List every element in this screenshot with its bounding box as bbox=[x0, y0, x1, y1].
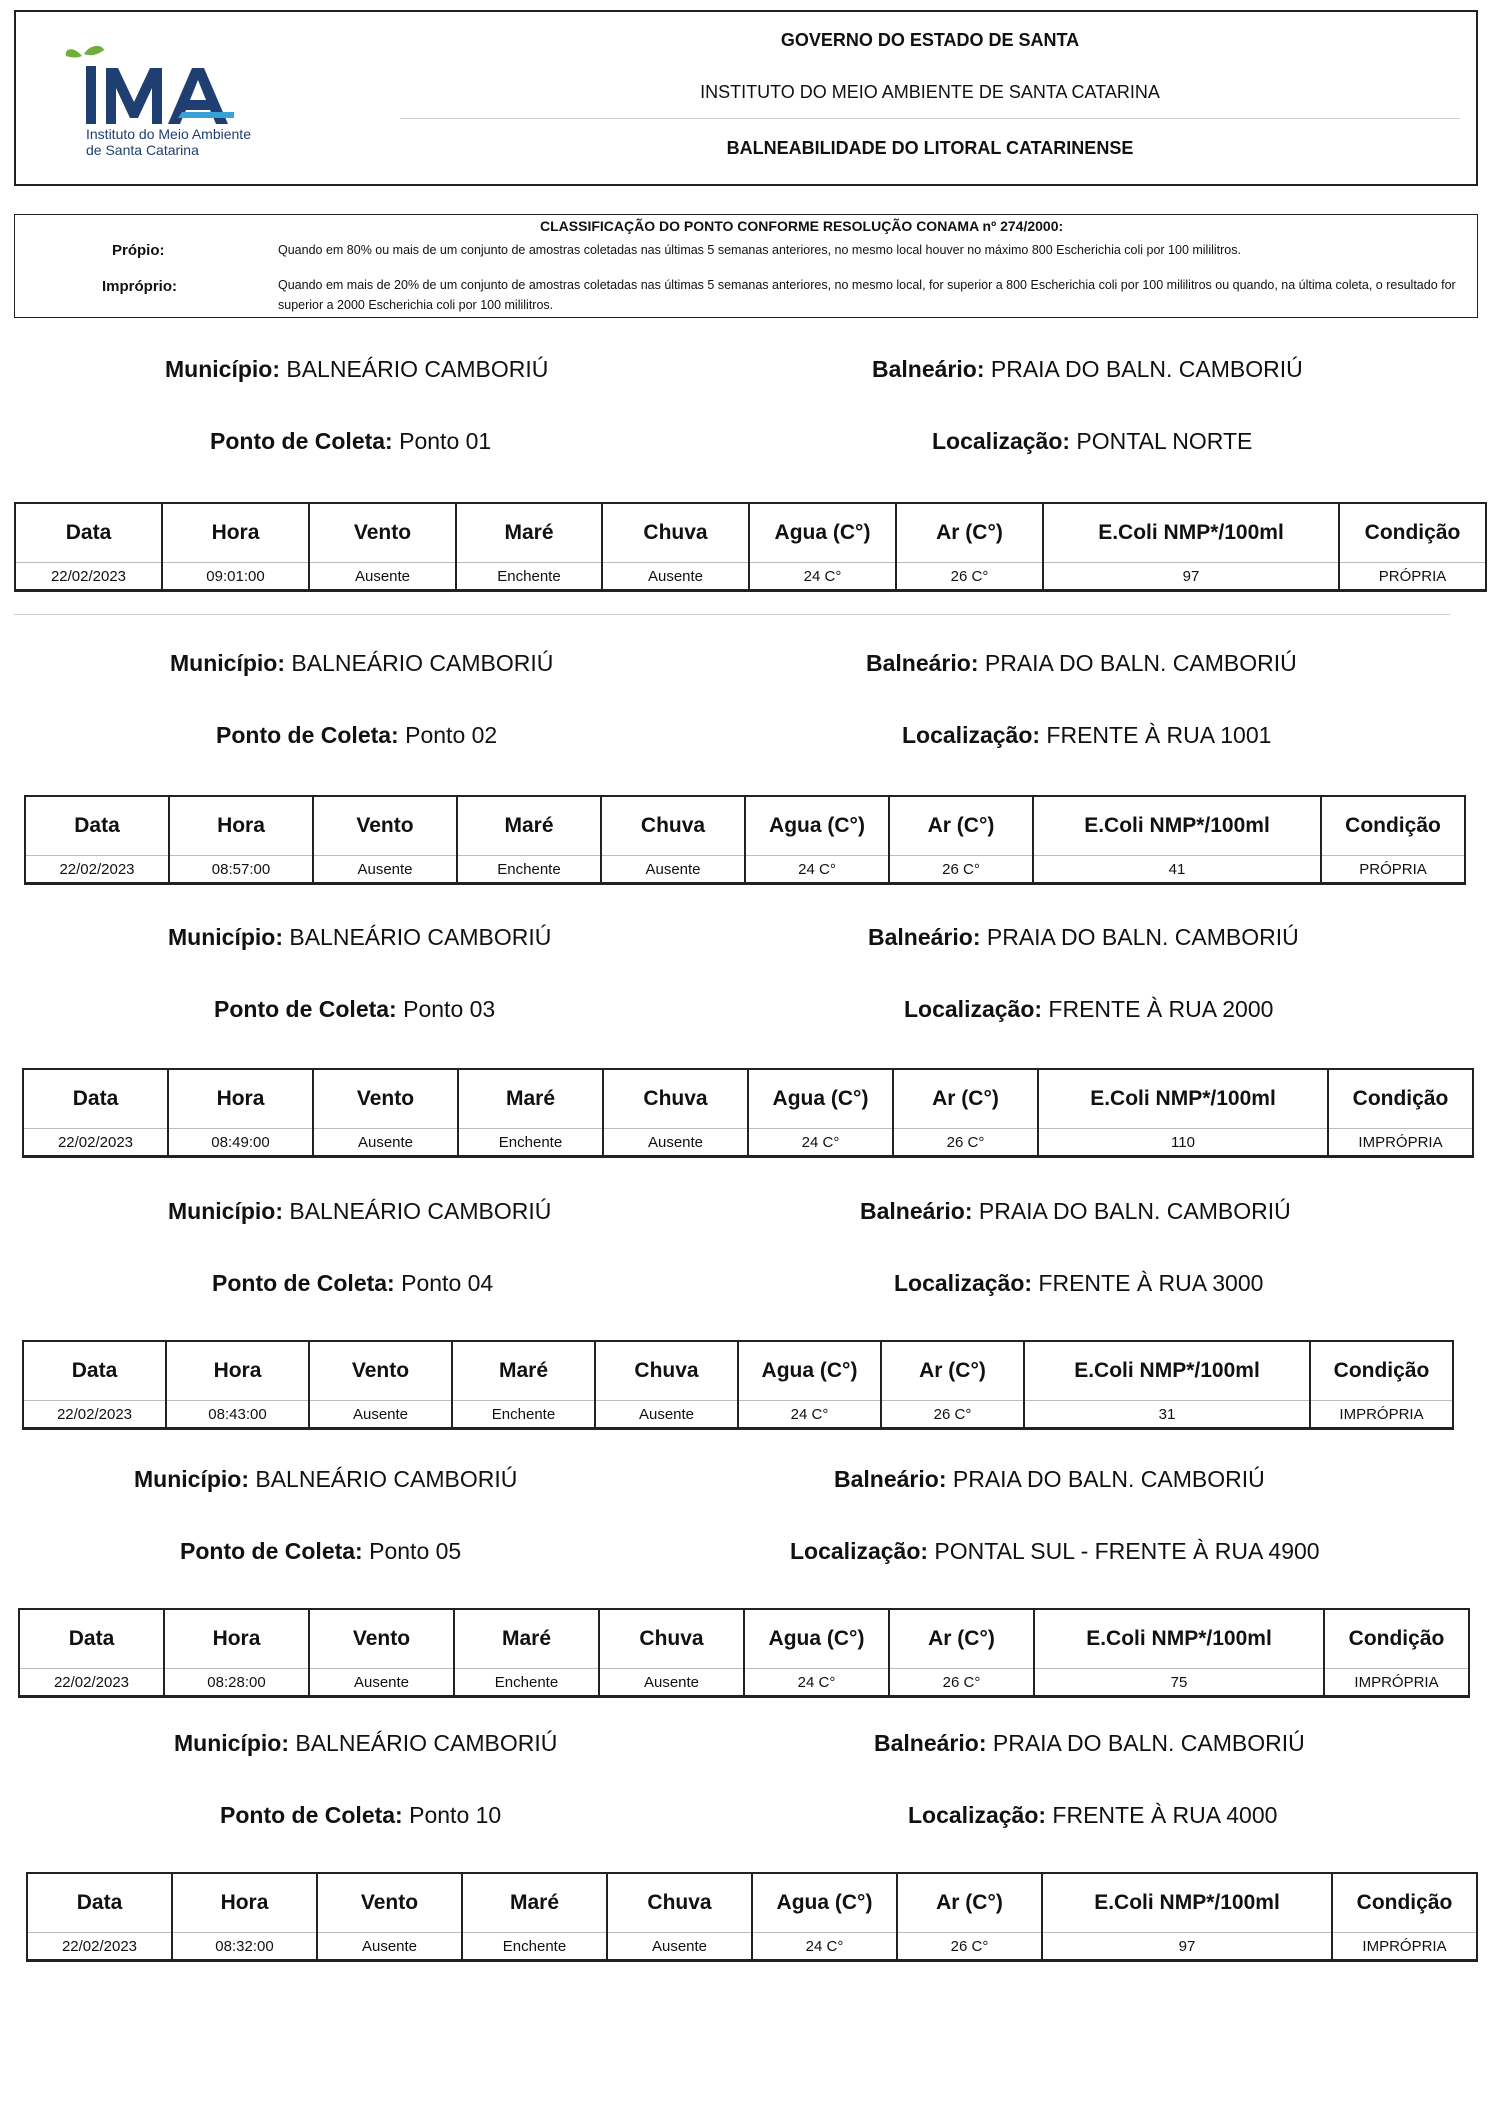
ponto-coleta-field-label: Ponto de Coleta: bbox=[212, 1270, 395, 1296]
localizacao-field-value: PONTAL NORTE bbox=[1070, 428, 1253, 454]
municipio-field bbox=[168, 924, 551, 951]
improprio-label: Impróprio: bbox=[102, 278, 177, 295]
balneario-field-value: PRAIA DO BALN. CAMBORIÚ bbox=[972, 1198, 1291, 1224]
table-cell: 08:32:00 bbox=[172, 1933, 317, 1961]
table-cell: 26 C° bbox=[881, 1401, 1024, 1429]
table-cell: 24 C° bbox=[738, 1401, 881, 1429]
ponto-coleta-field bbox=[180, 1538, 461, 1565]
table-cell: 08:49:00 bbox=[168, 1129, 313, 1157]
column-header: Agua (C°) bbox=[738, 1341, 881, 1401]
table-cell: 08:28:00 bbox=[164, 1669, 309, 1697]
column-header: Hora bbox=[168, 1069, 313, 1129]
table-cell: Enchente bbox=[454, 1669, 599, 1697]
classification-title: CLASSIFICAÇÃO DO PONTO CONFORME RESOLUÇÃO CONAMA nº 274/2000: bbox=[540, 218, 1064, 234]
table-cell: 31 bbox=[1024, 1401, 1310, 1429]
table-cell: Ausente bbox=[603, 1129, 748, 1157]
column-header: Condição bbox=[1324, 1609, 1469, 1669]
table-cell: Enchente bbox=[452, 1401, 595, 1429]
column-header: Vento bbox=[309, 1341, 452, 1401]
ponto-coleta-field-label: Ponto de Coleta: bbox=[210, 428, 393, 454]
municipio-field-label: Município: bbox=[165, 356, 280, 382]
column-header: Agua (C°) bbox=[749, 503, 896, 563]
balneario-field bbox=[866, 650, 1297, 677]
header-divider bbox=[400, 118, 1460, 119]
table-cell: Ausente bbox=[309, 1401, 452, 1429]
table-cell: 08:43:00 bbox=[166, 1401, 309, 1429]
municipio-field-label: Município: bbox=[168, 924, 283, 950]
balneario-field-label: Balneário: bbox=[874, 1730, 987, 1756]
ponto-coleta-field-label: Ponto de Coleta: bbox=[216, 722, 399, 748]
balneario-field-value: PRAIA DO BALN. CAMBORIÚ bbox=[946, 1466, 1265, 1492]
column-header: Chuva bbox=[607, 1873, 752, 1933]
table-cell: 26 C° bbox=[896, 563, 1043, 591]
table-cell: 41 bbox=[1033, 856, 1321, 884]
table-cell: Ausente bbox=[309, 563, 456, 591]
localizacao-field-label: Localização: bbox=[902, 722, 1041, 748]
column-header: Agua (C°) bbox=[748, 1069, 893, 1129]
localizacao-field-value: FRENTE À RUA 1001 bbox=[1040, 722, 1272, 748]
table-cell: 24 C° bbox=[749, 563, 896, 591]
ponto-coleta-field bbox=[210, 428, 491, 455]
table-cell: Ausente bbox=[317, 1933, 462, 1961]
ponto-coleta-field-value: Ponto 10 bbox=[402, 1802, 502, 1828]
municipio-field-label: Município: bbox=[134, 1466, 249, 1492]
municipio-field-value: BALNEÁRIO CAMBORIÚ bbox=[248, 1466, 518, 1492]
logo-caption-line1: Instituto do Meio Ambiente bbox=[86, 126, 251, 142]
table-cell: IMPRÓPRIA bbox=[1324, 1669, 1469, 1697]
municipio-field bbox=[134, 1466, 517, 1493]
localizacao-field-value: PONTAL SUL - FRENTE À RUA 4900 bbox=[928, 1538, 1320, 1564]
ponto-coleta-field-label: Ponto de Coleta: bbox=[180, 1538, 363, 1564]
column-header: Maré bbox=[462, 1873, 607, 1933]
column-header: Ar (C°) bbox=[893, 1069, 1038, 1129]
table-row bbox=[15, 563, 1486, 591]
table-cell: 24 C° bbox=[748, 1129, 893, 1157]
ponto-coleta-field-value: Ponto 03 bbox=[396, 996, 496, 1022]
localizacao-field-label: Localização: bbox=[932, 428, 1071, 454]
column-header: Chuva bbox=[599, 1609, 744, 1669]
sample-table bbox=[22, 1068, 1474, 1158]
balneario-field-value: PRAIA DO BALN. CAMBORIÚ bbox=[986, 1730, 1305, 1756]
table-cell: IMPRÓPRIA bbox=[1328, 1129, 1473, 1157]
sample-table bbox=[26, 1872, 1478, 1962]
municipio-field-label: Município: bbox=[168, 1198, 283, 1224]
column-header: Data bbox=[23, 1341, 166, 1401]
municipio-field-value: BALNEÁRIO CAMBORIÚ bbox=[282, 1198, 552, 1224]
localizacao-field-value: FRENTE À RUA 4000 bbox=[1046, 1802, 1278, 1828]
localizacao-field bbox=[902, 722, 1271, 749]
localizacao-field bbox=[904, 996, 1273, 1023]
column-header: Condição bbox=[1328, 1069, 1473, 1129]
column-header: Agua (C°) bbox=[744, 1609, 889, 1669]
column-header: Maré bbox=[457, 796, 601, 856]
column-header: Vento bbox=[309, 1609, 454, 1669]
column-header: Data bbox=[23, 1069, 168, 1129]
table-cell: IMPRÓPRIA bbox=[1310, 1401, 1453, 1429]
column-header: Ar (C°) bbox=[896, 503, 1043, 563]
table-cell: Ausente bbox=[601, 856, 745, 884]
table-cell: Enchente bbox=[458, 1129, 603, 1157]
municipio-field bbox=[168, 1198, 551, 1225]
table-header-row bbox=[19, 1609, 1469, 1669]
table-cell: 24 C° bbox=[745, 856, 889, 884]
ponto-coleta-field-label: Ponto de Coleta: bbox=[220, 1802, 403, 1828]
report-title: BALNEABILIDADE DO LITORAL CATARINENSE bbox=[726, 138, 1134, 158]
column-header: Chuva bbox=[595, 1341, 738, 1401]
localizacao-field-label: Localização: bbox=[790, 1538, 929, 1564]
table-cell: 22/02/2023 bbox=[23, 1401, 166, 1429]
balneario-field-value: PRAIA DO BALN. CAMBORIÚ bbox=[980, 924, 1299, 950]
logo-caption bbox=[86, 126, 251, 158]
municipio-field-value: BALNEÁRIO CAMBORIÚ bbox=[279, 356, 549, 382]
balneario-field bbox=[860, 1198, 1291, 1225]
balneario-field bbox=[872, 356, 1303, 383]
municipio-field bbox=[170, 650, 553, 677]
table-cell: 22/02/2023 bbox=[19, 1669, 164, 1697]
ponto-coleta-field-value: Ponto 04 bbox=[394, 1270, 494, 1296]
balneario-field-label: Balneário: bbox=[834, 1466, 947, 1492]
table-header-row bbox=[23, 1341, 1453, 1401]
balneario-field-label: Balneário: bbox=[868, 924, 981, 950]
table-cell: Enchente bbox=[462, 1933, 607, 1961]
ponto-coleta-field-label: Ponto de Coleta: bbox=[214, 996, 397, 1022]
logo-caption-line2: de Santa Catarina bbox=[86, 142, 199, 158]
table-cell: Ausente bbox=[599, 1669, 744, 1697]
column-header: Hora bbox=[172, 1873, 317, 1933]
municipio-field bbox=[174, 1730, 557, 1757]
column-header: E.Coli NMP*/100ml bbox=[1033, 796, 1321, 856]
balneario-field-label: Balneário: bbox=[860, 1198, 973, 1224]
municipio-field bbox=[165, 356, 548, 383]
ponto-coleta-field bbox=[220, 1802, 501, 1829]
balneario-field-value: PRAIA DO BALN. CAMBORIÚ bbox=[978, 650, 1297, 676]
column-header: E.Coli NMP*/100ml bbox=[1034, 1609, 1324, 1669]
table-cell: 08:57:00 bbox=[169, 856, 313, 884]
table-header-row bbox=[23, 1069, 1473, 1129]
table-cell: Ausente bbox=[602, 563, 749, 591]
column-header: Data bbox=[19, 1609, 164, 1669]
column-header: Maré bbox=[454, 1609, 599, 1669]
ponto-coleta-field-value: Ponto 01 bbox=[392, 428, 492, 454]
table-cell: 22/02/2023 bbox=[15, 563, 162, 591]
column-header: Hora bbox=[169, 796, 313, 856]
column-header: Chuva bbox=[601, 796, 745, 856]
municipio-field-value: BALNEÁRIO CAMBORIÚ bbox=[288, 1730, 558, 1756]
table-cell: PRÓPRIA bbox=[1321, 856, 1465, 884]
sample-table bbox=[18, 1608, 1470, 1698]
balneario-field bbox=[834, 1466, 1265, 1493]
column-header: Ar (C°) bbox=[889, 1609, 1034, 1669]
column-header: Ar (C°) bbox=[897, 1873, 1042, 1933]
improprio-text: Quando em mais de 20% de um conjunto de amostras coletadas nas últimas 5 semanas anteriores, no mesmo local, for superior a 800 Escherichia coli por 100 mililitros ou quando, na última coleta, o resultado for superior a 2000 Escherichia coli por 100 mililitros. bbox=[278, 278, 1456, 312]
table-header-row bbox=[27, 1873, 1477, 1933]
table-cell: 09:01:00 bbox=[162, 563, 309, 591]
column-header: Condição bbox=[1310, 1341, 1453, 1401]
municipio-field-label: Município: bbox=[170, 650, 285, 676]
table-row bbox=[19, 1669, 1469, 1697]
column-header: Ar (C°) bbox=[881, 1341, 1024, 1401]
municipio-field-value: BALNEÁRIO CAMBORIÚ bbox=[284, 650, 554, 676]
localizacao-field-value: FRENTE À RUA 2000 bbox=[1042, 996, 1274, 1022]
localizacao-field-label: Localização: bbox=[908, 1802, 1047, 1828]
ponto-coleta-field bbox=[212, 1270, 493, 1297]
table-cell: IMPRÓPRIA bbox=[1332, 1933, 1477, 1961]
column-header: Vento bbox=[313, 796, 457, 856]
table-cell: 26 C° bbox=[889, 1669, 1034, 1697]
table-cell: 97 bbox=[1042, 1933, 1332, 1961]
column-header: Condição bbox=[1321, 796, 1465, 856]
localizacao-field-value: FRENTE À RUA 3000 bbox=[1032, 1270, 1264, 1296]
column-header: Maré bbox=[452, 1341, 595, 1401]
balneario-field-label: Balneário: bbox=[866, 650, 979, 676]
table-cell: 26 C° bbox=[897, 1933, 1042, 1961]
column-header: Data bbox=[25, 796, 169, 856]
table-row bbox=[23, 1401, 1453, 1429]
column-header: Agua (C°) bbox=[752, 1873, 897, 1933]
table-cell: Enchente bbox=[456, 563, 602, 591]
table-cell: 75 bbox=[1034, 1669, 1324, 1697]
column-header: E.Coli NMP*/100ml bbox=[1043, 503, 1339, 563]
table-cell: 24 C° bbox=[744, 1669, 889, 1697]
sample-table bbox=[14, 502, 1487, 592]
column-header: Maré bbox=[458, 1069, 603, 1129]
table-header-row bbox=[15, 503, 1486, 563]
table-cell: Ausente bbox=[595, 1401, 738, 1429]
column-header: Hora bbox=[166, 1341, 309, 1401]
column-header: Hora bbox=[164, 1609, 309, 1669]
column-header: Chuva bbox=[603, 1069, 748, 1129]
column-header: E.Coli NMP*/100ml bbox=[1038, 1069, 1328, 1129]
table-cell: 22/02/2023 bbox=[27, 1933, 172, 1961]
sample-table bbox=[22, 1340, 1454, 1430]
localizacao-field bbox=[908, 1802, 1277, 1829]
table-cell: Ausente bbox=[309, 1669, 454, 1697]
column-header: Vento bbox=[313, 1069, 458, 1129]
table-cell: PRÓPRIA bbox=[1339, 563, 1486, 591]
table-row bbox=[25, 856, 1465, 884]
column-header: Vento bbox=[309, 503, 456, 563]
table-cell: 110 bbox=[1038, 1129, 1328, 1157]
column-header: E.Coli NMP*/100ml bbox=[1042, 1873, 1332, 1933]
table-cell: Ausente bbox=[313, 1129, 458, 1157]
table-cell: Enchente bbox=[457, 856, 601, 884]
table-cell: Ausente bbox=[607, 1933, 752, 1961]
sample-table bbox=[24, 795, 1466, 885]
municipio-field-value: BALNEÁRIO CAMBORIÚ bbox=[282, 924, 552, 950]
localizacao-field-label: Localização: bbox=[894, 1270, 1033, 1296]
localizacao-field bbox=[932, 428, 1252, 455]
institute-title: INSTITUTO DO MEIO AMBIENTE DE SANTA CATARINA bbox=[700, 82, 1160, 102]
localizacao-field bbox=[894, 1270, 1263, 1297]
table-row bbox=[27, 1933, 1477, 1961]
ponto-coleta-field bbox=[216, 722, 497, 749]
balneario-field bbox=[868, 924, 1299, 951]
section-divider bbox=[14, 614, 1450, 615]
table-cell: 26 C° bbox=[889, 856, 1033, 884]
column-header: Vento bbox=[317, 1873, 462, 1933]
column-header: Ar (C°) bbox=[889, 796, 1033, 856]
ponto-coleta-field bbox=[214, 996, 495, 1023]
table-cell: 22/02/2023 bbox=[25, 856, 169, 884]
table-cell: 97 bbox=[1043, 563, 1339, 591]
column-header: Data bbox=[15, 503, 162, 563]
column-header: E.Coli NMP*/100ml bbox=[1024, 1341, 1310, 1401]
column-header: Agua (C°) bbox=[745, 796, 889, 856]
column-header: Condição bbox=[1332, 1873, 1477, 1933]
table-cell: 24 C° bbox=[752, 1933, 897, 1961]
proprio-label: Própio: bbox=[112, 242, 165, 259]
table-header-row bbox=[25, 796, 1465, 856]
municipio-field-label: Município: bbox=[174, 1730, 289, 1756]
column-header: Hora bbox=[162, 503, 309, 563]
table-row bbox=[23, 1129, 1473, 1157]
ponto-coleta-field-value: Ponto 05 bbox=[362, 1538, 462, 1564]
proprio-text: Quando em 80% ou mais de um conjunto de amostras coletadas nas últimas 5 semanas anteriores, no mesmo local houver no máximo 800 Escherichia coli por 100 mililitros. bbox=[278, 243, 1241, 257]
localizacao-field-label: Localização: bbox=[904, 996, 1043, 1022]
column-header: Chuva bbox=[602, 503, 749, 563]
table-cell: 26 C° bbox=[893, 1129, 1038, 1157]
table-cell: Ausente bbox=[313, 856, 457, 884]
balneario-field bbox=[874, 1730, 1305, 1757]
balneario-field-value: PRAIA DO BALN. CAMBORIÚ bbox=[984, 356, 1303, 382]
government-title: GOVERNO DO ESTADO DE SANTA bbox=[780, 30, 1080, 50]
table-cell: 22/02/2023 bbox=[23, 1129, 168, 1157]
column-header: Maré bbox=[456, 503, 602, 563]
localizacao-field bbox=[790, 1538, 1320, 1565]
column-header: Condição bbox=[1339, 503, 1486, 563]
ponto-coleta-field-value: Ponto 02 bbox=[398, 722, 498, 748]
balneario-field-label: Balneário: bbox=[872, 356, 985, 382]
column-header: Data bbox=[27, 1873, 172, 1933]
